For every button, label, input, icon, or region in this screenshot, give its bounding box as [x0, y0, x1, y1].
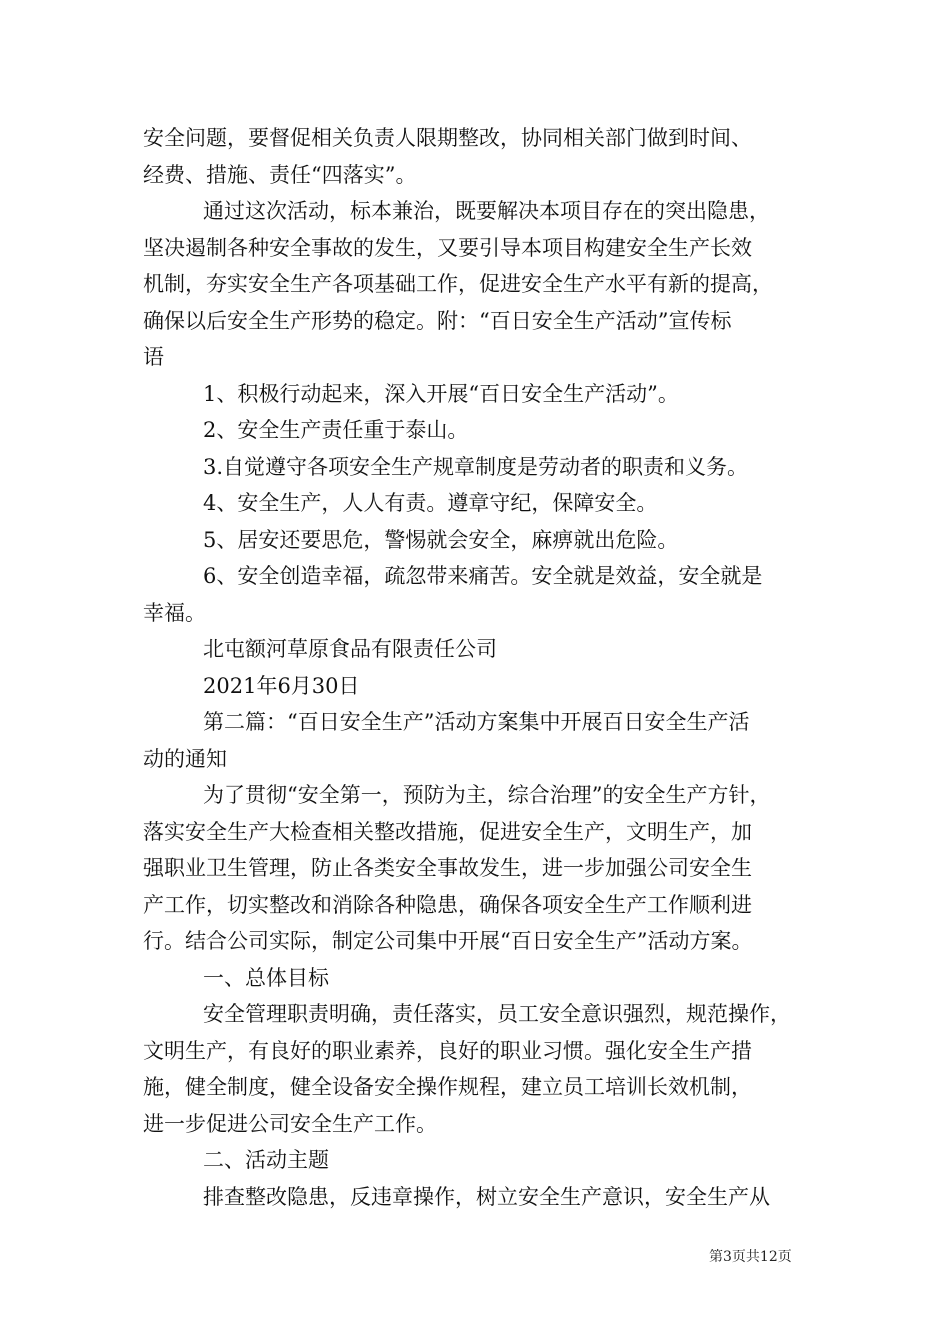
heading: 一、总体目标 — [203, 965, 329, 990]
text-line: 通过这次活动，标本兼治，既要解决本项目存在的突出隐患， — [203, 199, 770, 223]
text-line: 进一步促进公司安全生产工作。 — [143, 1111, 437, 1136]
text-line: 语 — [143, 345, 164, 369]
text-line: 经费、措施、责任“四落实”。 — [143, 162, 417, 187]
list-item: 5、居安还要思危，警惕就会安全，麻痹就出危险。 — [203, 527, 679, 552]
text-line: 为了贯彻“安全第一，预防为主，综合治理”的安全生产方针， — [203, 783, 771, 807]
text-line: 机制，夯实安全生产各项基础工作，促进安全生产水平有新的提高， — [143, 272, 773, 296]
page-number: 第3页共12页 — [709, 1249, 792, 1265]
text-line: 行。结合公司实际，制定公司集中开展“百日安全生产”活动方案。 — [143, 929, 753, 953]
text-line: 文明生产，有良好的职业素养，良好的职业习惯。强化安全生产措 — [143, 1038, 752, 1063]
text-line: 安全管理职责明确，责任落实，员工安全意识强烈，规范操作， — [203, 1002, 791, 1026]
text-line: 施，健全制度，健全设备安全操作规程，建立员工培训长效机制， — [143, 1075, 752, 1099]
text-line: 排查整改隐患，反违章操作，树立安全生产意识，安全生产从 — [203, 1184, 770, 1209]
list-item: 4、安全生产，人人有责。遵章守纪，保障安全。 — [203, 491, 658, 515]
list-item: 1、积极行动起来，深入开展“百日安全生产活动”。 — [203, 381, 679, 406]
text-line: 坚决遏制各种安全事故的发生，又要引导本项目构建安全生产长效 — [143, 235, 752, 260]
list-item: 2、安全生产责任重于泰山。 — [203, 418, 469, 442]
heading: 二、活动主题 — [203, 1148, 329, 1172]
list-item: 3.自觉遵守各项安全生产规章制度是劳动者的职责和义务。 — [203, 454, 749, 479]
text-line: 确保以后安全生产形势的稳定。附：“百日安全生产活动”宣传标 — [143, 308, 732, 333]
list-item: 6、安全创造幸福，疏忽带来痛苦。安全就是效益，安全就是 — [203, 564, 763, 588]
text-line: 落实安全生产大检查相关整改措施，促进安全生产，文明生产，加 — [143, 819, 752, 844]
company-name: 北屯额河草原食品有限责任公司 — [203, 637, 497, 661]
text-line: 幸福。 — [143, 600, 206, 625]
text-line: 强职业卫生管理，防止各类安全事故发生，进一步加强公司安全生 — [143, 856, 752, 880]
text-line: 产工作，切实整改和消除各种隐患，确保各项安全生产工作顺利进 — [143, 892, 752, 917]
document-date: 2021年6月30日 — [203, 673, 360, 698]
section-title: 动的通知 — [143, 746, 227, 771]
document-body — [143, 120, 823, 1215]
text-line: 安全问题，要督促相关负责人限期整改，协同相关部门做到时间、 — [143, 126, 752, 150]
section-title: 第二篇：“百日安全生产”活动方案集中开展百日安全生产活 — [203, 710, 750, 734]
